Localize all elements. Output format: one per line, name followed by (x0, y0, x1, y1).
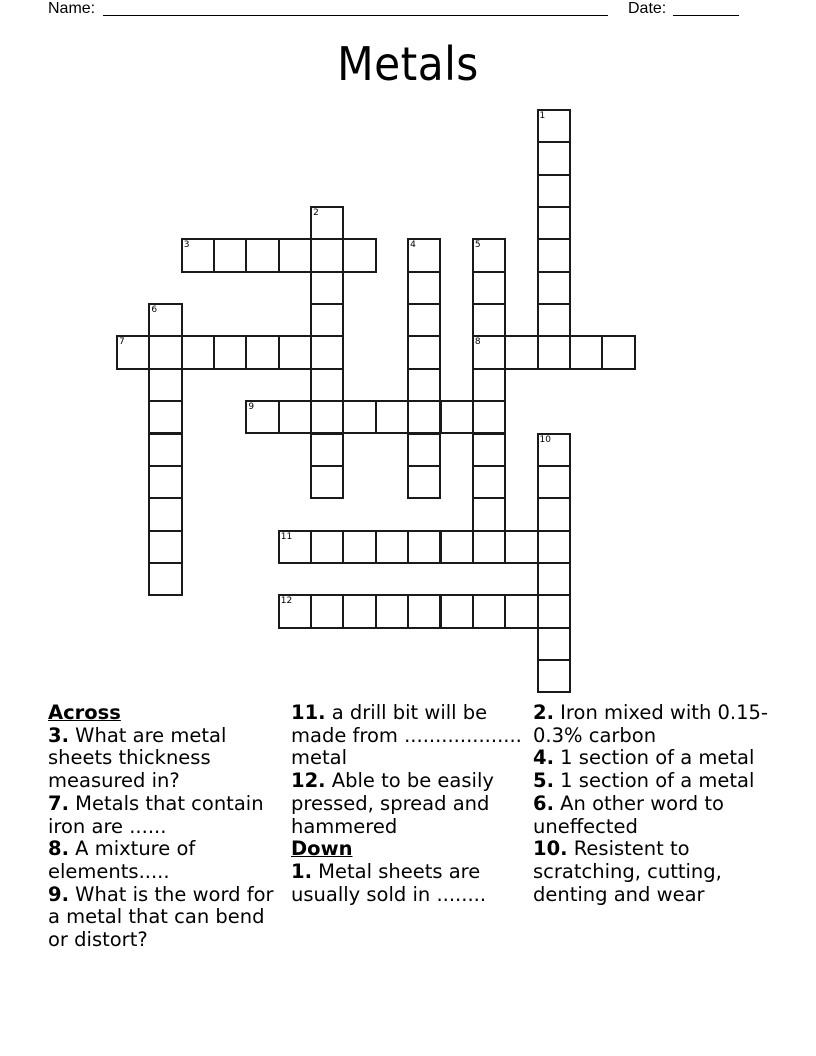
clue-down-4 (533, 747, 773, 770)
grid-cell[interactable] (245, 400, 279, 434)
grid-cell[interactable] (148, 433, 182, 467)
clue-number: 2. (533, 701, 554, 724)
cell-number: 3 (183, 240, 190, 251)
across-heading: Across (48, 701, 121, 724)
clue-text: What are metal sheets thickness measured in? (48, 723, 227, 793)
grid-cell[interactable] (472, 303, 506, 337)
grid-cell[interactable] (310, 335, 344, 369)
grid-cell[interactable] (407, 465, 441, 499)
clue-down-1 (291, 861, 526, 906)
grid-cell[interactable] (181, 335, 215, 369)
cell-number: 9 (248, 402, 255, 413)
grid-cell[interactable] (310, 206, 344, 240)
grid-cell[interactable] (148, 368, 182, 402)
grid-cell[interactable] (537, 497, 571, 531)
grid-cell[interactable] (537, 465, 571, 499)
grid-cell[interactable] (537, 109, 571, 143)
grid-cell[interactable] (213, 238, 247, 272)
grid-cell[interactable] (472, 594, 506, 628)
clue-text: Able to be easily pressed, spread and hammered (291, 769, 494, 838)
grid-cell[interactable] (504, 335, 538, 369)
clues-column-1 (48, 702, 283, 952)
grid-cell[interactable] (569, 335, 603, 369)
grid-cell[interactable] (310, 368, 344, 402)
grid-cell[interactable] (472, 368, 506, 402)
clue-down-2 (533, 702, 773, 747)
grid-cell[interactable] (342, 530, 376, 564)
grid-cell[interactable] (537, 594, 571, 628)
grid-cell[interactable] (504, 530, 538, 564)
clue-number: 3. (48, 723, 69, 747)
grid-cell[interactable] (472, 530, 506, 564)
grid-cell[interactable] (537, 174, 571, 208)
grid-cell[interactable] (537, 530, 571, 564)
cell-number: 10 (539, 434, 551, 445)
grid-cell[interactable] (278, 335, 312, 369)
grid-cell[interactable] (148, 400, 182, 434)
date-label: Date: (628, 0, 667, 17)
grid-cell[interactable] (407, 433, 441, 467)
grid-cell[interactable] (537, 335, 571, 369)
grid-cell[interactable] (537, 271, 571, 305)
grid-cell[interactable] (472, 335, 506, 369)
clue-number: 5. (533, 769, 554, 793)
clue-number: 7. (48, 791, 69, 815)
grid-cell[interactable] (148, 530, 182, 564)
grid-cell[interactable] (407, 530, 441, 564)
grid-cell[interactable] (472, 433, 506, 467)
clue-across-8 (48, 838, 283, 883)
grid-cell[interactable] (245, 335, 279, 369)
cell-number: 4 (410, 240, 416, 251)
cell-number: 2 (313, 208, 319, 219)
grid-cell[interactable] (537, 206, 571, 240)
clue-text: 1 section of a metal (553, 746, 755, 770)
clue-text: A mixture of elements..... (48, 837, 196, 883)
clue-number: 1. (291, 859, 312, 883)
clues-column-2 (291, 702, 526, 906)
grid-cell[interactable] (407, 594, 441, 628)
grid-cell[interactable] (504, 594, 538, 628)
grid-cell[interactable] (181, 238, 215, 272)
grid-cell[interactable] (472, 271, 506, 305)
clue-number: 9. (48, 882, 69, 906)
grid-cell[interactable] (310, 271, 344, 305)
grid-cell[interactable] (472, 400, 506, 434)
clue-across-9 (48, 884, 283, 952)
grid-cell[interactable] (537, 238, 571, 272)
clue-text: What is the word for a metal that can bend or distort? (48, 882, 274, 952)
grid-cell[interactable] (213, 335, 247, 369)
clue-number: 10. (533, 837, 568, 861)
clue-number: 11. (291, 701, 326, 724)
grid-cell[interactable] (440, 530, 474, 564)
grid-cell[interactable] (407, 303, 441, 337)
grid-cell[interactable] (148, 303, 182, 337)
clue-down-10 (533, 838, 773, 906)
clue-number: 8. (48, 837, 69, 861)
grid-cell[interactable] (342, 238, 376, 272)
grid-cell[interactable] (537, 562, 571, 596)
grid-cell[interactable] (278, 238, 312, 272)
cell-number: 5 (474, 240, 481, 251)
grid-cell[interactable] (278, 400, 312, 434)
clue-down-6 (533, 793, 773, 838)
cell-number: 8 (474, 337, 481, 348)
grid-cell[interactable] (407, 335, 441, 369)
cell-number: 1 (539, 111, 546, 121)
grid-cell[interactable] (407, 238, 441, 272)
cell-number: 12 (280, 596, 293, 607)
clue-text: Iron mixed with 0.15-0.3% carbon (533, 701, 768, 747)
grid-cell[interactable] (472, 497, 506, 531)
grid-cell[interactable] (310, 303, 344, 337)
grid-cell[interactable] (537, 627, 571, 661)
clue-text: An other word to uneffected (533, 791, 724, 838)
grid-cell[interactable] (375, 530, 409, 564)
clue-text: Metal sheets are usually sold in ........ (291, 859, 487, 906)
clue-down-5 (533, 770, 773, 793)
grid-cell[interactable] (116, 335, 150, 369)
grid-cell[interactable] (310, 433, 344, 467)
cell-number: 11 (280, 531, 293, 542)
puzzle-title: Metals (337, 37, 479, 91)
grid-cell[interactable] (407, 368, 441, 402)
grid-cell[interactable] (407, 400, 441, 434)
grid-cell[interactable] (310, 238, 344, 272)
clue-text: a drill bit will be made from ................... metal (291, 701, 522, 770)
clues-column-3 (533, 702, 773, 906)
down-heading: Down (291, 837, 353, 861)
grid-cell[interactable] (310, 530, 344, 564)
grid-cell[interactable] (440, 594, 474, 628)
clue-across-11 (291, 702, 526, 770)
grid-cell[interactable] (310, 594, 344, 628)
grid-cell[interactable] (537, 303, 571, 337)
grid-cell[interactable] (472, 465, 506, 499)
grid-cell[interactable] (601, 335, 635, 369)
cell-number: 6 (151, 305, 158, 316)
grid-cell[interactable] (148, 465, 182, 499)
grid-cell[interactable] (537, 659, 571, 693)
grid-cell[interactable] (537, 433, 571, 467)
grid-cell[interactable] (472, 238, 506, 272)
grid-cell[interactable] (310, 465, 344, 499)
grid-cell[interactable] (375, 400, 409, 434)
grid-cell[interactable] (440, 400, 474, 434)
grid-cell[interactable] (148, 562, 182, 596)
clue-number: 6. (533, 791, 554, 815)
grid-cell[interactable] (148, 497, 182, 531)
clue-across-7 (48, 793, 283, 838)
grid-cell[interactable] (148, 335, 182, 369)
grid-cell[interactable] (407, 271, 441, 305)
clue-across-3 (48, 725, 283, 793)
grid-cell[interactable] (342, 594, 376, 628)
grid-cell[interactable] (245, 238, 279, 272)
clue-text: 1 section of a metal (553, 769, 755, 793)
clue-number: 4. (533, 746, 554, 770)
grid-cell[interactable] (342, 400, 376, 434)
grid-cell[interactable] (537, 141, 571, 175)
grid-cell[interactable] (375, 594, 409, 628)
clue-text: Resistent to scratching, cutting, denting and wear (533, 837, 722, 906)
name-label: Name: (48, 0, 96, 17)
grid-cell[interactable] (278, 594, 312, 628)
grid-cell[interactable] (310, 400, 344, 434)
grid-cell[interactable] (278, 530, 312, 564)
clue-number: 12. (291, 769, 326, 793)
cell-number: 7 (119, 337, 125, 348)
clue-across-12 (291, 770, 526, 838)
clue-text: Metals that contain iron are ...... (48, 791, 264, 838)
